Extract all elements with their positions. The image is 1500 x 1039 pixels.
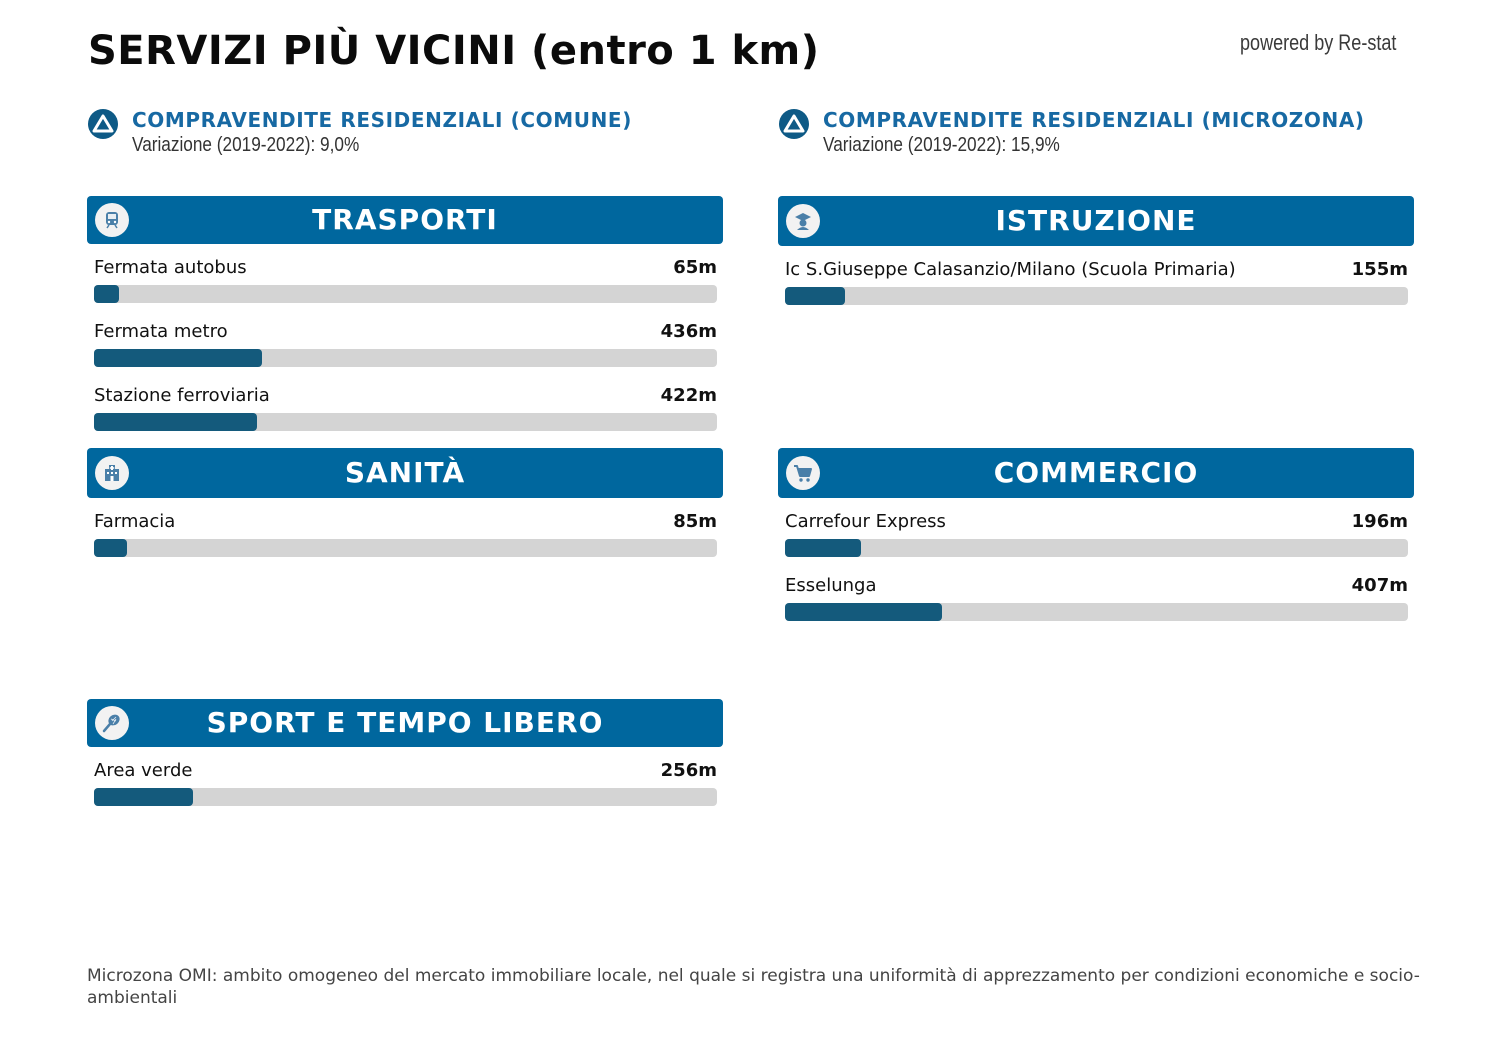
- distance-bar-track: [785, 287, 1408, 305]
- distance-bar-track: [94, 349, 717, 367]
- distance-bar-track: [94, 539, 717, 557]
- list-item: [785, 562, 1408, 626]
- list-item: [94, 747, 717, 811]
- section-header-sanita: [87, 448, 723, 498]
- distance-bar-fill: [785, 539, 861, 557]
- section-title-commercio: COMMERCIO: [993, 456, 1199, 489]
- service-name: Carrefour Express: [785, 511, 946, 532]
- compravendite-comune-label: COMPRAVENDITE RESIDENZIALI (COMUNE): [132, 108, 632, 132]
- distance-bar-fill: [785, 287, 845, 305]
- list-item: [94, 498, 717, 562]
- distance-bar-track: [785, 603, 1408, 621]
- compravendite-microzona-label: COMPRAVENDITE RESIDENZIALI (MICROZONA): [823, 108, 1365, 132]
- section-sport: [87, 699, 723, 811]
- section-title-sanita: SANITÀ: [344, 456, 466, 489]
- distance-bar-fill: [94, 539, 127, 557]
- triangle-up-icon: [779, 109, 809, 139]
- list-item: [94, 308, 717, 372]
- service-distance: 256m: [660, 760, 717, 781]
- service-name: Fermata autobus: [94, 257, 247, 278]
- service-name: Esselunga: [785, 575, 877, 596]
- service-distance: 85m: [673, 511, 717, 532]
- service-name: Area verde: [94, 760, 193, 781]
- section-istruzione: [778, 196, 1414, 310]
- service-distance: 407m: [1351, 575, 1408, 596]
- section-header-istruzione: [778, 196, 1414, 246]
- list-item: [94, 372, 717, 436]
- distance-bar-track: [785, 539, 1408, 557]
- service-distance: 155m: [1351, 259, 1408, 280]
- section-trasporti: [87, 196, 723, 436]
- distance-bar-fill: [785, 603, 942, 621]
- compravendite-comune-variazione: Variazione (2019-2022): 9,0%: [132, 134, 360, 156]
- section-sanita: [87, 448, 723, 562]
- section-commercio: [778, 448, 1414, 626]
- service-name: Stazione ferroviaria: [94, 385, 270, 406]
- section-header-commercio: [778, 448, 1414, 498]
- service-distance: 196m: [1351, 511, 1408, 532]
- service-name: Ic S.Giuseppe Calasanzio/Milano (Scuola Primaria): [785, 259, 1236, 280]
- section-title-istruzione: ISTRUZIONE: [995, 204, 1197, 237]
- list-item: [94, 244, 717, 308]
- section-header-sport: [87, 699, 723, 747]
- service-distance: 436m: [660, 321, 717, 342]
- section-title-sport: SPORT E TEMPO LIBERO: [206, 706, 604, 739]
- distance-bar-track: [94, 413, 717, 431]
- service-name: Farmacia: [94, 511, 176, 532]
- list-item: [785, 246, 1408, 310]
- service-distance: 422m: [660, 385, 717, 406]
- compravendite-microzona-variazione: Variazione (2019-2022): 15,9%: [823, 134, 1060, 156]
- service-distance: 65m: [673, 257, 717, 278]
- distance-bar-track: [94, 285, 717, 303]
- triangle-up-icon: [88, 109, 118, 139]
- section-header-trasporti: [87, 196, 723, 244]
- section-title-trasporti: TRASPORTI: [312, 203, 498, 236]
- distance-bar-track: [94, 788, 717, 806]
- list-item: [785, 498, 1408, 562]
- distance-bar-fill: [94, 349, 262, 367]
- powered-by-logo: powered by Re-stat: [1240, 30, 1397, 55]
- distance-bar-fill: [94, 413, 257, 431]
- page-title: SERVIZI PIÙ VICINI (entro 1 km): [88, 28, 820, 74]
- distance-bar-fill: [94, 285, 119, 303]
- footnote: Microzona OMI: ambito omogeneo del mercato immobiliare locale, nel quale si registra una uniformità di apprezzamento per condizioni economiche e socio-ambientali: [87, 966, 1420, 1008]
- service-name: Fermata metro: [94, 321, 228, 342]
- distance-bar-fill: [94, 788, 193, 806]
